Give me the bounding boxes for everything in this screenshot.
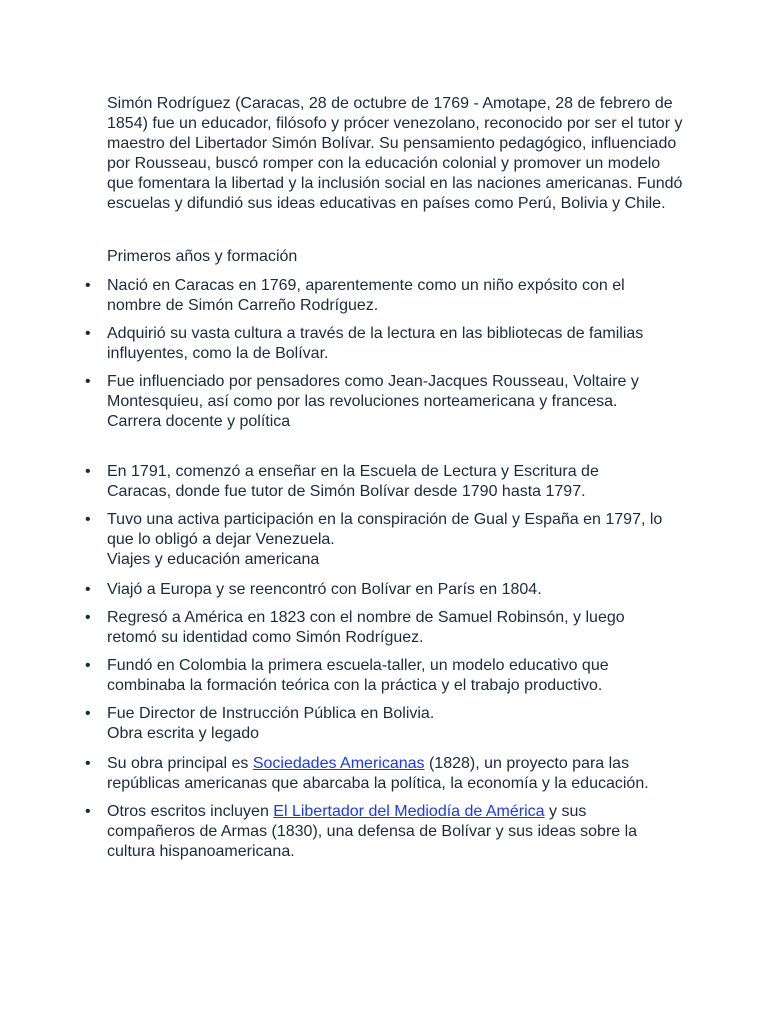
list-item — [0, 580, 667, 600]
section-heading-carrera-docente: Carrera docente y política — [107, 413, 291, 430]
list-carrera-docente — [0, 462, 768, 578]
list-item-text: Viajó a Europa y se reencontró con Bolívar en París en 1804. — [107, 581, 542, 598]
list-item — [0, 276, 667, 316]
bullet: • — [85, 657, 91, 674]
list-item — [0, 704, 667, 744]
list-item-text: Nació en Caracas en 1769, aparentemente como un niño expósito con el nombre de Simón Carreño Rodríguez. — [107, 277, 625, 314]
list-item — [0, 608, 667, 648]
section-heading-obra-escrita: Obra escrita y legado — [107, 725, 260, 742]
bullet: • — [85, 609, 91, 626]
bullet: • — [85, 581, 91, 598]
list-obra-escrita — [0, 754, 768, 870]
section-heading-viajes: Viajes y educación americana — [107, 551, 320, 568]
list-item-text: Fundó en Colombia la primera escuela-taller, un modelo educativo que combinaba la formación teórica con la práctica y el trabajo productivo. — [107, 657, 609, 694]
bullet: • — [85, 511, 91, 528]
list-item — [0, 656, 667, 696]
list-item-text: Regresó a América en 1823 con el nombre de Samuel Robinsón, y luego retomó su identidad como Simón Rodríguez. — [107, 609, 625, 646]
list-viajes — [0, 580, 768, 752]
list-item-text: Fue Director de Instrucción Pública en Bolivia. — [107, 705, 435, 722]
list-item — [0, 324, 667, 364]
list-item-text: Fue influenciado por pensadores como Jean-Jacques Rousseau, Voltaire y Montesquieu, así como por las revoluciones norteamericana y francesa. — [107, 373, 639, 410]
bullet: • — [85, 325, 91, 342]
list-item — [0, 754, 667, 794]
list-item — [0, 510, 667, 570]
bullet: • — [85, 463, 91, 480]
bullet: • — [85, 755, 91, 772]
list-item-text: Tuvo una activa participación en la conspiración de Gual y España en 1797, lo que lo obligó a dejar Venezuela. — [107, 511, 663, 548]
intro-paragraph: Simón Rodríguez (Caracas, 28 de octubre de 1769 - Amotape, 28 de febrero de 1854) fue un educador, filósofo y prócer venezolano, reconocido por ser el tutor y maestro del Libertador Simón Bolívar. Su pensamiento pedagógico, influenciado por Rousseau, buscó romper con la educación colonial y promover un modelo que fomentara la libertad y la inclusión social en las naciones americanas. Fundó escuelas y difundió sus ideas educativas en países como Perú, Bolivia y Chile. — [107, 95, 683, 212]
link-sociedades-americanas[interactable]: Sociedades Americanas — [252, 755, 425, 772]
list-item-text-after: (1828), un proyecto para las repúblicas americanas que abarcaba la política, la economía y la educación. — [107, 755, 649, 792]
list-item — [0, 802, 667, 862]
link-libertador-mediodia[interactable]: El Libertador del Mediodía de América — [273, 803, 545, 820]
section-heading-primeros-anos: Primeros años y formación — [107, 248, 298, 265]
list-item — [0, 462, 667, 502]
list-primeros-anos — [0, 276, 768, 440]
list-item-text: En 1791, comenzó a enseñar en la Escuela de Lectura y Escritura de Caracas, donde fue tutor de Simón Bolívar desde 1790 hasta 1797. — [107, 463, 599, 500]
list-item — [0, 372, 667, 432]
bullet: • — [85, 373, 91, 390]
bullet: • — [85, 705, 91, 722]
list-item-text-before: Su obra principal es — [107, 755, 253, 772]
bullet: • — [85, 277, 91, 294]
bullet: • — [85, 803, 91, 820]
list-item-text: Adquirió su vasta cultura a través de la lectura en las bibliotecas de familias influyentes, como la de Bolívar. — [107, 325, 644, 362]
list-item-text-before: Otros escritos incluyen — [107, 803, 274, 820]
list-item-text-after: y sus compañeros de Armas (1830), una defensa de Bolívar y sus ideas sobre la cultura hispanoamericana. — [107, 803, 638, 860]
